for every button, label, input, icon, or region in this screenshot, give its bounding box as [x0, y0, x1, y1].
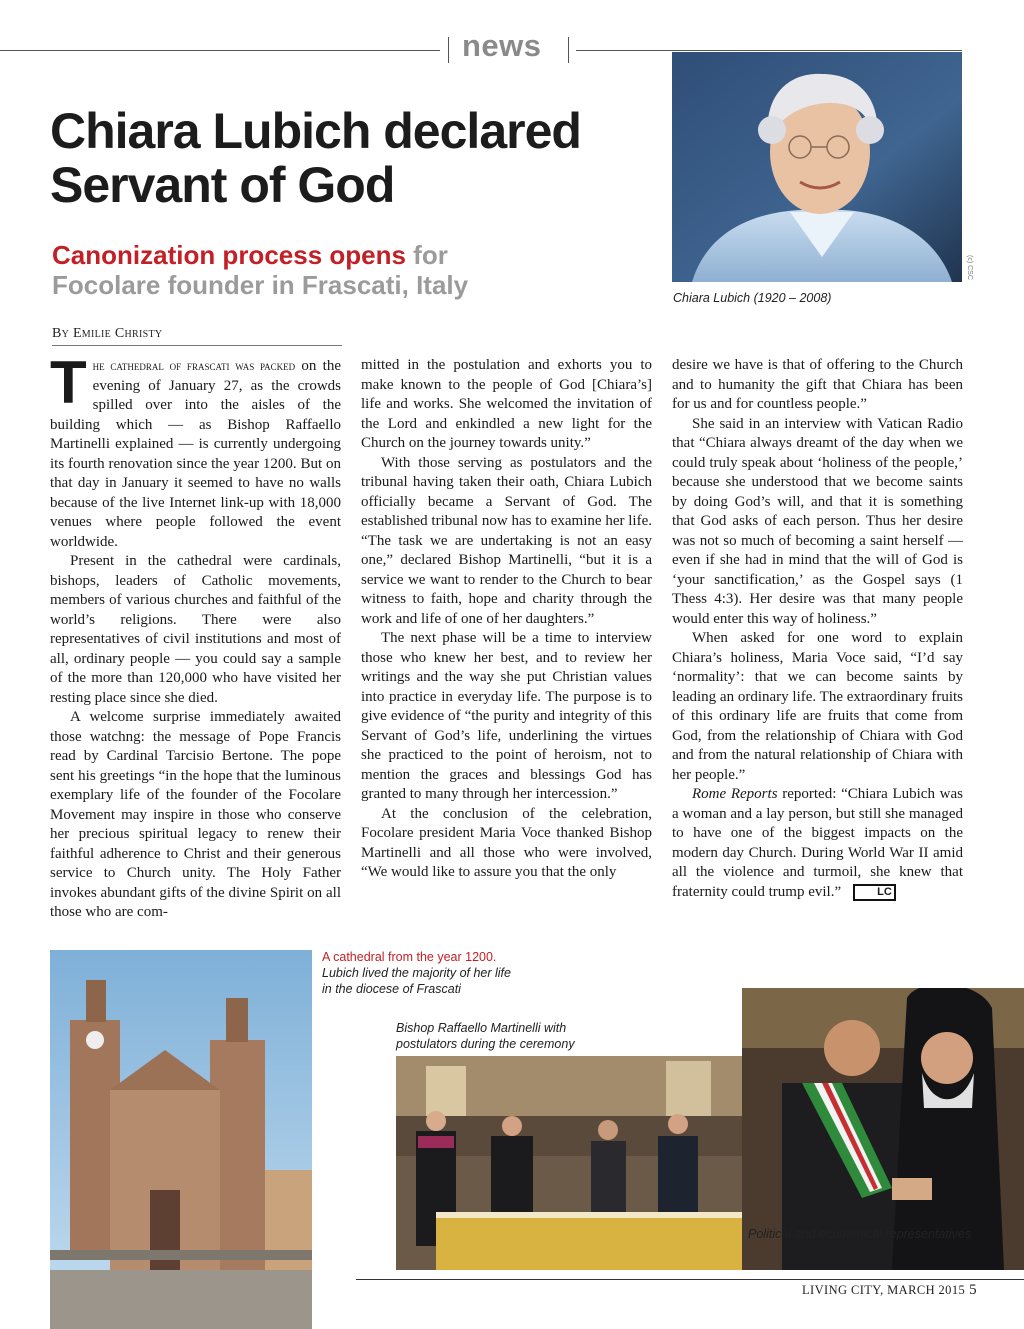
ceremony-illustration [396, 1056, 742, 1270]
representatives-caption: Political and ecumenical representatives [748, 1227, 972, 1241]
photo-credit: (c) CSC [966, 255, 973, 280]
subhead-grey-2: Focolare founder in Frascati, Italy [52, 270, 469, 300]
headline-line-1: Chiara Lubich declared [50, 103, 581, 159]
article-column-3 [672, 356, 963, 902]
bishop-caption-line-2: postulators during the ceremony [396, 1037, 575, 1051]
article-paragraph: A welcome surprise immediately awaited those watchng: the message of Pope Francis read by Cardinal Tarcisio Bertone. The pope sent his greetings “in the hope that the luminous exemplary life of the founder of the Focolare Movement may inspire in those who conserve her precious spiritual legacy to renew their faithful adherence to Christ and their generous service to Church unity. The Holy Father invokes abundant gifts of the divine Spirit on all those who are com- [50, 709, 341, 920]
article-paragraph [672, 785, 963, 902]
page-number: 5 [969, 1282, 978, 1298]
end-mark-logo: LC [853, 884, 896, 901]
footer-rule [356, 1279, 1024, 1280]
article-paragraph: Present in the cathedral were cardinals, bishops, leaders of Catholic movements, members of various churches and faithful of the world’s religions. There were also representatives of civil institutions and most of all, ordinary people — you could say a sample of the more than 120,000 who have visited her resting place since she died. [50, 553, 341, 706]
publication-issue: LIVING CITY, MARCH 2015 [802, 1283, 966, 1297]
section-tick-left [448, 37, 449, 63]
article-column-2 [361, 356, 652, 883]
cathedral-caption-title: A cathedral from the year 1200. [322, 950, 497, 964]
cathedral-caption-line-1: Lubich lived the majority of her life [322, 966, 511, 980]
byline: By Emilie Christy [52, 326, 163, 341]
article-paragraph: The next phase will be a time to interview those who knew her best, and to review her writings and the way she put Christian values into practice in everyday life. The purpose is to give evidence of “the purity and integrity of this Servant of God’s life, underlining the virtues she practiced to the point of heroism, not to mention the graces and blessings God has granted to many through her intercession.” [361, 630, 652, 802]
paragraph-text: reported: “Chiara Lubich was a woman and a lay person, but still she managed to have one of the biggest impacts on the modern day Church. During World War II amid all the violence and turmoil, she knew that fraternity could trump evil.” [672, 786, 963, 900]
subhead-grey-1: for [405, 240, 448, 270]
article-paragraph: She said in an interview with Vatican Radio that “Chiara always dreamt of the day when we could truly speak about ‘holiness of the people,’ because she understood that we become saints by doing God’s will, and that it is something that God asks of each person. Thus her desire was not so much of becoming a saint herself — even if she had in mind that the will of God is ‘your sanctification,’ as the Gospel says (1 Thess 4:3). Her desire was that many people would enter this way of holiness.” [672, 415, 963, 627]
portrait-caption: Chiara Lubich (1920 – 2008) [673, 291, 832, 305]
article-paragraph: With those serving as postulators and the tribunal having taken their oath, Chiara Lubich officially became a Servant of God. The established tribunal now has to examine her life. “The task we are undertaking is not an easy one,” declared Bishop Martinelli, “but it is a service we want to render to the Church to bear witness to faith, hope and charity through the work and life of one of her daughters.” [361, 454, 652, 627]
headline [50, 104, 670, 212]
page-footer [802, 1282, 977, 1299]
paragraph-text: on the evening of January 27, as the crowds spilled over into the aisles of the building which — as Bishop Raffaello Martinelli explained — is currently undergoing its fourth renovation since the year 1200. But on that day in January it seemed to have no walls because of the live Internet link-up with 18,000 venues where people followed the event worldwide. [50, 358, 341, 550]
drop-cap: T [50, 349, 87, 416]
subheadline [52, 240, 652, 300]
section-rule-left [0, 50, 440, 51]
subhead-red: Canonization process opens [52, 240, 406, 270]
section-tick-right [568, 37, 569, 63]
article-paragraph: When asked for one word to explain Chiara’s holiness, Maria Voce said, “I’d say ‘normality’: that we can become saints by leading an ordinary life. The extraordinary fruits of this ordinary life are fruits that come from God, from the relationship of Chiara with God and from the natural relationship of Chiara with her people.” [672, 630, 963, 783]
section-label: news [462, 28, 542, 63]
publication-name: Rome Reports [692, 786, 778, 802]
cathedral-caption-line-2: in the diocese of Frascati [322, 982, 461, 996]
ceremony-photo [396, 1056, 742, 1270]
lead-in-caps: he cathedral of frascati was packed [92, 358, 296, 373]
cathedral-photo [50, 950, 312, 1329]
portrait-illustration [672, 52, 962, 282]
article-paragraph: desire we have is that of offering to the Church and to humanity the gift that Chiara has been for us and for countless people.” [672, 357, 963, 412]
article-paragraph [50, 349, 341, 552]
article-paragraph: At the conclusion of the celebration, Focolare president Maria Voce thanked Bishop Martinelli and all those who were involved, “We would like to assure you that the only [361, 805, 652, 880]
bishop-caption-line-1: Bishop Raffaello Martinelli with [396, 1021, 567, 1035]
cathedral-illustration [50, 950, 312, 1329]
section-rule-right [576, 50, 962, 51]
headline-line-2: Servant of God [50, 157, 395, 213]
article-paragraph: mitted in the postulation and exhorts you to make known to the people of God [Chiara’s] life and works. She welcomed the invitation of the Lord and enkindled a new light for the Church on the journey towards unity.” [361, 357, 652, 451]
byline-rule [52, 345, 342, 346]
article-column-1 [50, 349, 341, 923]
portrait-photo [672, 52, 962, 282]
